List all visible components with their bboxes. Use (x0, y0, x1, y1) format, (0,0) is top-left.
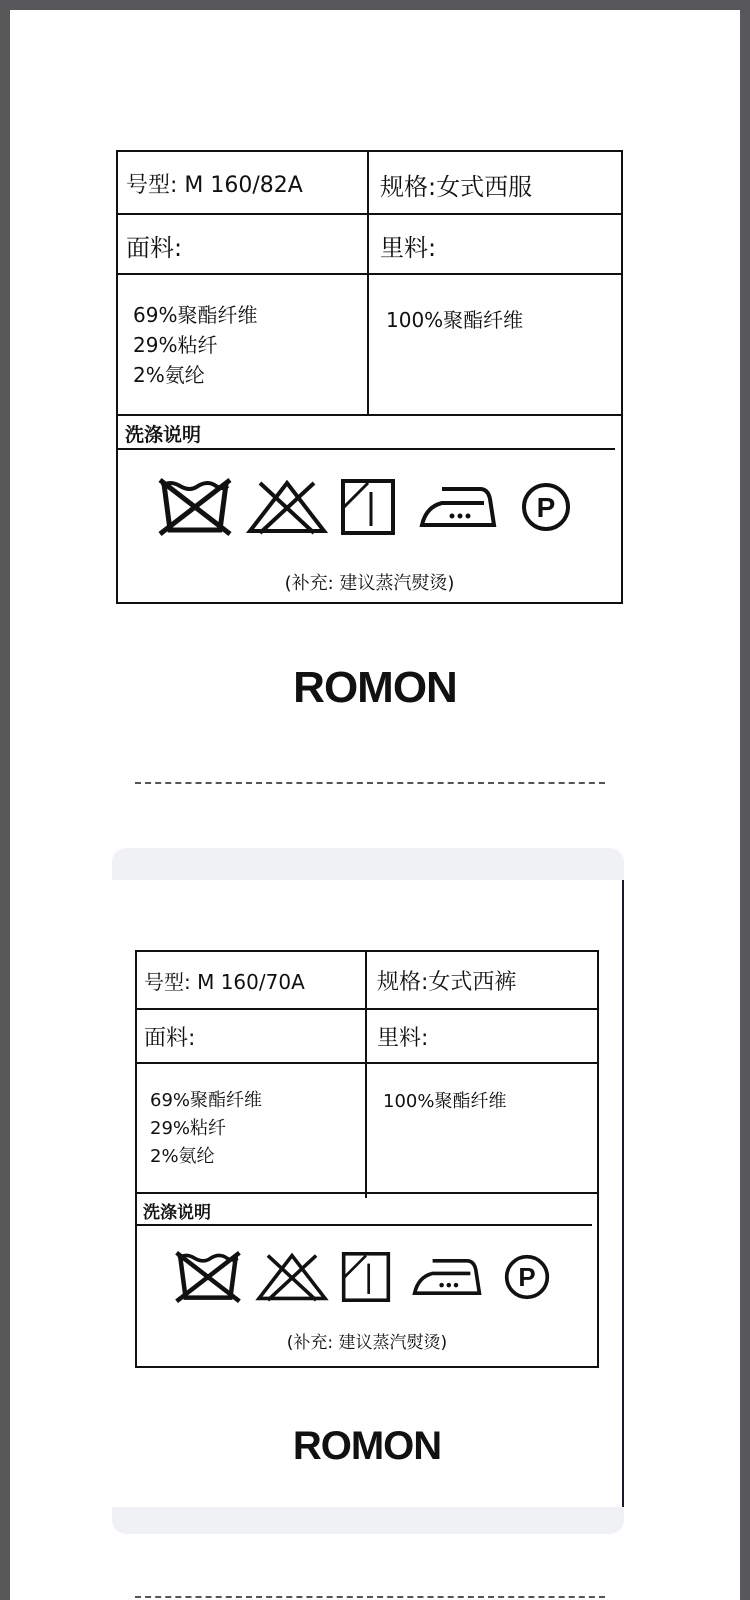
brand-logo: ROMON (293, 663, 457, 712)
care-label-trousers (135, 950, 599, 1368)
brand-logo: ROMON (292, 1424, 442, 1468)
fabric-heading: 面料: (144, 1026, 196, 1051)
line-dry-icon (340, 478, 418, 536)
fabric-line: 29%粘纤 (133, 333, 218, 357)
low-iron-icon (411, 1257, 503, 1297)
size-text: 号型: M 160/82A (126, 173, 303, 198)
fabric-line: 69%聚酯纤维 (133, 303, 258, 327)
ironing-note: (补充: 建议蒸汽熨烫) (284, 573, 455, 594)
fabric-line: 69%聚酯纤维 (150, 1090, 263, 1111)
care-symbols (156, 478, 572, 536)
fabric-heading: 面料: (126, 234, 183, 262)
do-not-bleach-icon (255, 1252, 341, 1302)
fabric-line: 29%粘纤 (150, 1118, 227, 1139)
do-not-wash-icon (156, 478, 246, 536)
lining-heading: 里料: (380, 234, 437, 262)
product-detail-page (10, 10, 740, 1600)
fabric-composition (150, 1087, 262, 1171)
do-not-bleach-icon (246, 479, 340, 535)
do-not-wash-icon (173, 1250, 255, 1304)
size-text: 号型: M 160/70A (144, 970, 305, 994)
wash-instructions-title: 洗涤说明 (125, 424, 202, 446)
fabric-composition (133, 300, 257, 390)
spec-text: 规格:女式西服 (380, 173, 533, 201)
ironing-note: (补充: 建议蒸汽熨烫) (286, 1333, 448, 1353)
lining-composition: 100%聚酯纤维 (386, 308, 524, 332)
wash-instructions-title: 洗涤说明 (143, 1203, 211, 1223)
fabric-line: 2%氨纶 (150, 1146, 215, 1167)
care-symbols (173, 1250, 551, 1304)
lining-heading: 里料: (377, 1026, 429, 1051)
lining-composition: 100%聚酯纤维 (383, 1091, 507, 1112)
svg-text:P: P (518, 1264, 536, 1293)
dry-clean-p-icon (520, 481, 572, 533)
line-dry-icon (341, 1251, 411, 1303)
low-iron-icon (418, 485, 520, 529)
fabric-line: 2%氨纶 (133, 363, 205, 387)
svg-text:P: P (536, 492, 556, 523)
dry-clean-p-icon (503, 1253, 551, 1301)
spec-text: 规格:女式西裤 (377, 970, 517, 995)
care-label-jacket (116, 150, 623, 604)
divider (135, 1596, 605, 1598)
divider (135, 782, 605, 784)
